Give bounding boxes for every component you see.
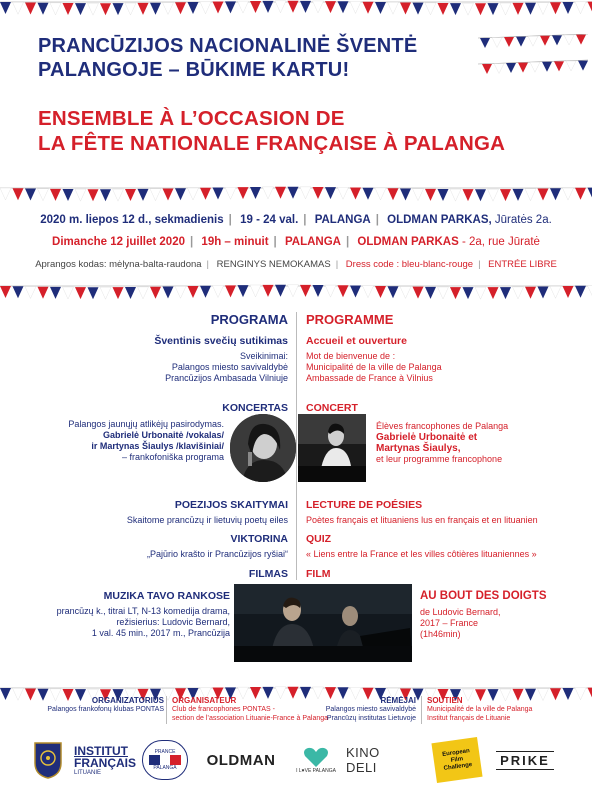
pontas-club-logo — [140, 740, 190, 780]
organizer-fr-line2: section de l’association Lituanie-France à Palanga — [172, 715, 329, 722]
welcome-lt-line3: Prancūzijos Ambasada Vilniuje — [165, 373, 288, 383]
program-header-fr: PROGRAMME — [306, 312, 394, 327]
welcome-lt-line1: Sveikinimai: — [239, 351, 288, 361]
film-title-fr: AU BOUT DES DOIGTS — [420, 590, 547, 602]
pianist-photo — [298, 414, 366, 482]
pontas-logo-line1: PRANCE — [154, 749, 176, 755]
concert-title-lt: KONCERTAS — [222, 402, 288, 414]
film-header-fr: FILM — [306, 568, 331, 580]
welcome-fr-line2: Municipalité de la ville de Palanga — [306, 362, 442, 372]
film-lt-line3: 1 val. 45 min., 2017 m., Prancūzija — [91, 628, 230, 638]
free-entry-fr: ENTRÉE LIBRE — [488, 259, 557, 270]
free-entry-lt: RENGINYS NEMOKAMAS — [216, 259, 331, 270]
kino-deli-text: KINO DELI — [346, 745, 380, 775]
film-fr-line1: de Ludovic Bernard, — [420, 607, 501, 617]
film-lt-line2: režisierius: Ludovic Bernard, — [116, 617, 230, 627]
welcome-fr-line3: Ambassade de France à Vilnius — [306, 373, 433, 383]
flag-bunting-top — [0, 0, 592, 18]
film-header-lt: FILMAS — [248, 568, 288, 580]
concert-text-fr — [376, 421, 508, 465]
street-fr: - 2a, rue Jūratė — [461, 236, 540, 248]
oldman-logo — [198, 740, 284, 780]
efc-line1: European — [441, 747, 471, 758]
palanga-coat-of-arms-logo — [30, 740, 66, 780]
efc-line3: Challenge — [443, 761, 473, 772]
date-fr: Dimanche 12 juillet 2020 — [52, 236, 185, 248]
flag-bunting-title-right — [478, 34, 588, 84]
organizer-fr — [172, 696, 328, 723]
sponsors-fr-title: SOUTIEN — [427, 696, 463, 705]
welcome-text-lt — [165, 351, 288, 384]
city-fr: PALANGA — [284, 236, 341, 248]
poetry-text-lt: Skaitome prancūzų ir lietuvių poetų eiles — [126, 515, 288, 525]
footer-divider-right — [421, 696, 422, 724]
institut-logo-line3: LITUANIE — [74, 769, 102, 776]
european-film-challenge-logo — [432, 740, 482, 780]
place-fr: OLDMAN PARKAS — [357, 236, 459, 248]
quiz-title-lt: VIKTORINA — [230, 533, 288, 545]
poetry-title-lt: POEZIJOS SKAITYMAI — [174, 499, 288, 511]
quiz-text-fr: « Liens entre la France et les villes côtières lituaniennes » — [306, 549, 537, 559]
title-lithuanian — [38, 34, 478, 82]
efc-line2: Film — [450, 755, 464, 764]
title-fr-line1: ENSEMBLE À L’OCCASION DE — [38, 107, 345, 130]
info-row-fr: Dimanche 12 juillet 2020 | 19h – minuit | PALANGA | OLDMAN PARKAS - 2a, rue Jūratė — [52, 236, 540, 248]
poetry-title-fr: LECTURE DE POÉSIES — [306, 499, 423, 511]
organizer-lt — [47, 696, 164, 714]
poetry-text-fr: Poètes français et lituaniens lus en français et en lituanien — [306, 515, 538, 525]
dress-code-lt: Aprangos kodas: mėlyna-balta-raudona — [35, 259, 202, 270]
program-header-lt: PROGRAMA — [210, 312, 288, 327]
title-lt-line1: PRANCŪZIJOS NACIONALINĖ ŠVENTĖ — [38, 35, 418, 57]
kino-deli-logo — [346, 740, 410, 780]
city-lt: PALANGA — [314, 214, 371, 226]
info-row-dress: Aprangos kodas: mėlyna-balta-raudona | RENGINYS NEMOKAMAS | Dress code : bleu-blanc-rouge | ENTRÉE LIBRE — [35, 259, 557, 270]
film-lt-line1: prancūzų k., titrai LT, N-13 komedija drama, — [56, 606, 230, 616]
info-row-lt: 2020 m. liepos 12 d., sekmadienis | 19 - 24 val. | PALANGA | OLDMAN PARKAS, Jūratės 2a. — [40, 214, 552, 226]
sponsors-fr-line2: Institut français de Lituanie — [427, 715, 511, 722]
organizer-fr-line1: Club de francophones PONTAS - — [172, 706, 275, 713]
i-love-palanga-text: I L♥VE PALANGA — [296, 768, 336, 774]
sponsors-fr — [427, 696, 532, 723]
date-lt: 2020 m. liepos 12 d., sekmadienis — [40, 214, 224, 226]
welcome-title-lt: Šventinis svečių sutikimas — [154, 335, 288, 347]
title-french — [38, 106, 568, 156]
center-divider — [296, 312, 297, 580]
dress-code-fr: Dress code : bleu-blanc-rouge — [345, 259, 474, 270]
film-fr-line2: 2017 – France — [420, 618, 479, 628]
sponsors-lt-title: RĖMĖJAI — [380, 696, 416, 705]
sponsors-lt-line1: Palangos miesto savivaldybė — [325, 706, 416, 713]
quiz-title-fr: QUIZ — [306, 533, 332, 545]
prike-logo-text: PRIKE — [496, 751, 554, 770]
film-title-lt: MUZIKA TAVO RANKOSE — [103, 590, 230, 602]
oldman-logo-text: OLDMAN — [206, 751, 276, 769]
concert-title-fr: CONCERT — [306, 402, 358, 414]
welcome-lt-line2: Palangos miesto savivaldybė — [171, 362, 288, 372]
pontas-logo-line2: PALANGA — [153, 765, 177, 771]
sponsors-fr-line1: Municipalité de la ville de Palanga — [427, 706, 533, 713]
organizer-lt-line1: Palangos frankofonų klubas PONTAS — [47, 706, 164, 713]
footer-divider-left — [166, 696, 167, 724]
film-fr-line3: (1h46min) — [420, 629, 461, 639]
welcome-fr-line1: Mot de bienvenue de : — [306, 351, 396, 361]
concert-lt-line1: Palangos jaunųjų atlikėjų pasirodymas. — [68, 419, 224, 429]
sponsors-lt-line2: Prancūzų institutas Lietuvoje — [326, 715, 416, 722]
concert-fr-line4: et leur programme francophone — [376, 454, 503, 464]
title-lt-line2: PALANGOJE – BŪKIME KARTU! — [38, 59, 350, 81]
concert-fr-line3: Martynas Šiaulys, — [376, 443, 461, 454]
institut-logo-line2: FRANÇAIS — [74, 755, 136, 770]
i-love-palanga-logo — [286, 740, 346, 780]
flag-bunting-low — [0, 284, 592, 302]
concert-fr-line2: Gabrielė Urbonaitė et — [376, 432, 478, 443]
flag-bunting-mid — [0, 186, 592, 204]
organizer-fr-title: ORGANISATEUR — [172, 696, 237, 705]
concert-lt-line4: – frankofoniška programa — [121, 452, 224, 462]
sponsors-lt — [326, 696, 416, 723]
institut-logo-line1: INSTITUT — [74, 743, 128, 758]
place-lt: OLDMAN PARKAS, — [387, 214, 492, 226]
time-lt: 19 - 24 val. — [240, 214, 299, 226]
film-text-lt — [57, 606, 230, 639]
prike-logo — [494, 740, 556, 780]
film-text-fr — [420, 607, 501, 640]
concert-lt-line3: ir Martynas Šiaulys /klavišiniai/ — [91, 441, 224, 451]
street-lt: Jūratės 2a. — [494, 214, 552, 226]
concert-text-lt — [68, 419, 224, 463]
time-fr: 19h – minuit — [201, 236, 269, 248]
singer-photo — [230, 414, 296, 482]
organizer-lt-title: ORGANIZATORIUS — [91, 696, 164, 705]
institut-francais-logo — [74, 740, 134, 780]
welcome-title-fr: Accueil et ouverture — [306, 335, 407, 347]
title-fr-line2: LA FÊTE NATIONALE FRANÇAISE À PALANGA — [38, 132, 506, 155]
welcome-text-fr — [306, 351, 442, 384]
quiz-text-lt: „Pajūrio krašto ir Prancūzijos ryšiai“ — [146, 549, 288, 559]
concert-fr-line1: Élèves francophones de Palanga — [376, 421, 509, 431]
film-still-photo — [234, 584, 412, 662]
concert-lt-line2: Gabrielė Urbonaitė /vokalas/ — [102, 430, 224, 440]
